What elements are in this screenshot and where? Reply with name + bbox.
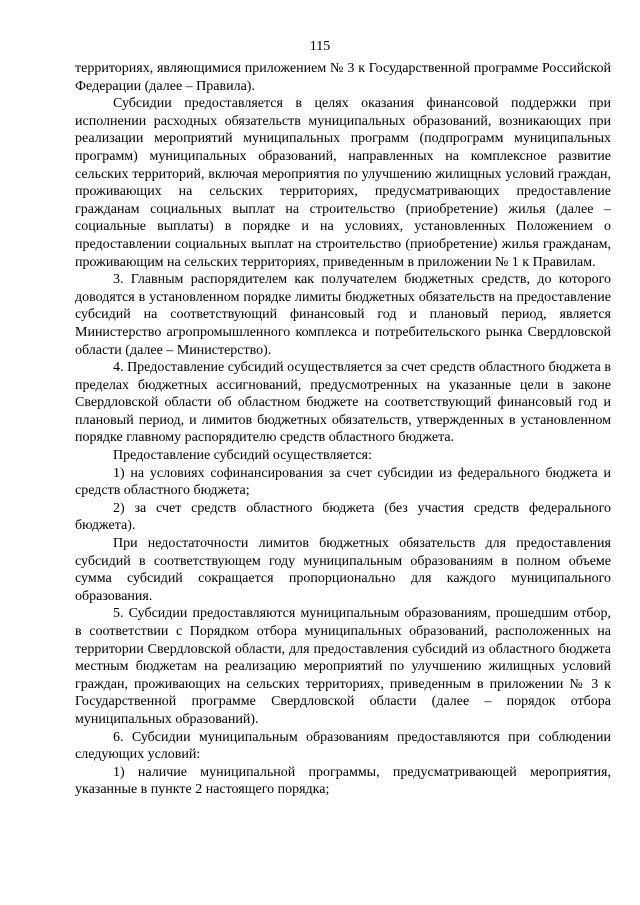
document-body xyxy=(75,60,611,799)
paragraph-list-item-1: 1) на условиях софинансирования за счет субсидии из федерального бюджета и средств областного бюджета; xyxy=(75,465,611,499)
paragraph-clause-3: 3. Главным распорядителем как получателем бюджетных средств, до которого доводятся в установленном порядке лимиты бюджетных обязательств на предоставление субсидий на соответствующий финансовый год и плановый период, является Министерство агропромышленного комплекса и потребительского рынка Свердловской области (далее – Министерство). xyxy=(75,272,611,358)
paragraph-condition-1: 1) наличие муниципальной программы, предусматривающей мероприятия, указанные в пункте 2 настоящего порядка; xyxy=(75,764,611,798)
paragraph-clause-5: 5. Субсидии предоставляются муниципальным образованиям, прошедшим отбор, в соответствии с Порядком отбора муниципальных образований, расположенных на территории Свердловской области, для предоставления субсидий из областного бюджета местным бюджетам на реализацию мероприятий по улучшению жилищных условий граждан, проживающих на сельских территориях, приведенным в приложении № 3 к Государственной программе Свердловской области (далее – порядок отбора муниципальных образований). xyxy=(75,606,611,727)
paragraph-clause-4: 4. Предоставление субсидий осуществляется за счет средств областного бюджета в пределах бюджетных ассигнований, предусмотренных на указанные цели в законе Свердловской области об областном бюджете на соответствующий финансовый год и плановый период, и лимитов бюджетных обязательств, утвержденных в установленном порядке главному распорядителю средств областного бюджета. xyxy=(75,360,611,446)
page-number: 115 xyxy=(309,39,331,54)
paragraph-insufficient-limits: При недостаточности лимитов бюджетных обязательств для предоставления субсидий в соответствующем году муниципальным образованиям в полном объеме сумма субсидий сокращается пропорционально для каждого муниципального образования. xyxy=(75,536,611,604)
paragraph-continuation: территориях, являющимися приложением № 3 к Государственной программе Российской Федерации (далее – Правила). xyxy=(75,61,611,94)
paragraph-subsidy-purpose: Субсидии предоставляется в целях оказания финансовой поддержки при исполнении расходных обязательств муниципальных образований, возникающих при реализации мероприятий муниципальных программ (подпрограмм муниципальных программ) муниципальных образований, направленных на комплексное развитие сельских территорий, включая мероприятия по улучшению жилищных условий граждан, проживающих на сельских территориях, предусматривающих предоставление гражданам социальных выплат на строительство (приобретение) жилья (далее – социальные выплаты) в порядке и на условиях, установленных Положением о предоставлении социальных выплат на строительство (приобретение) жилья гражданам, проживающим на сельских территориях, приведенным в приложении № 1 к Правилам. xyxy=(75,96,611,270)
paragraph-clause-6: 6. Субсидии муниципальным образованиям предоставляются при соблюдении следующих условий: xyxy=(75,729,611,763)
paragraph-list-item-2: 2) за счет средств областного бюджета (без участия средств федерального бюджета). xyxy=(75,500,611,534)
paragraph-provision-intro: Предоставление субсидий осуществляется: xyxy=(113,448,372,464)
